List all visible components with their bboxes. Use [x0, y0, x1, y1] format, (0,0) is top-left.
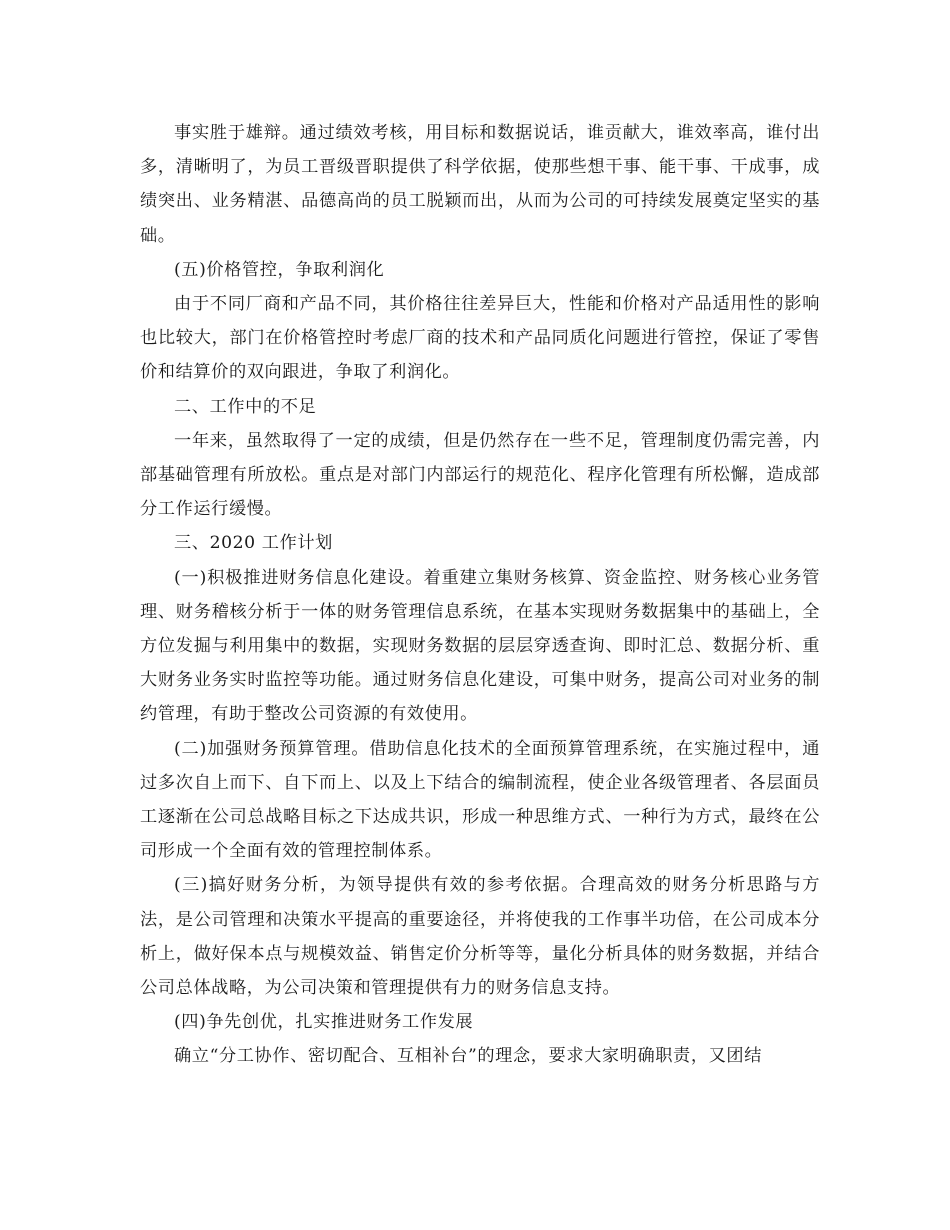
heading-work-plan: 三、2020 工作计划	[174, 533, 333, 554]
paragraph-plan-budget: (二)加强财务预算管理。借助信息化技术的全面预算管理系统，在实施过程中，通过多次自上而下、自下而上、以及上下结合的编制流程，使企业各级管理者、各层面员工逐渐在公司总战略目标之下达成共识，形成一种思维方式、一种行为方式，最终在公司形成一个全面有效的管理控制体系。	[140, 738, 820, 862]
paragraph-price-control: 由于不同厂商和产品不同，其价格往往差异巨大，性能和价格对产品适用性的影响也比较大，部门在价格管控时考虑厂商的技术和产品同质化问题进行管控，保证了零售价和结算价的双向跟进，争取了利润化。	[140, 294, 820, 383]
heading-excellence: (四)争先创优，扎实推进财务工作发展	[174, 1012, 474, 1033]
paragraph-plan-informatization: (一)积极推进财务信息化建设。着重建立集财务核算、资金监控、财务核心业务管理、财务稽核分析于一体的财务管理信息系统，在基本实现财务数据集中的基础上，全方位发掘与利用集中的数据，实现财务数据的层层穿透查询、即时汇总、数据分析、重大财务业务实时监控等功能。通过财务信息化建设，可集中财务，提高公司对业务的制约管理，有助于整改公司资源的有效使用。	[140, 567, 820, 725]
paragraph-teamwork: 确立“分工协作、密切配合、互相补台”的理念，要求大家明确职责，又团结	[174, 1046, 762, 1067]
heading-price-control: (五)价格管控，争取利润化	[174, 259, 385, 280]
paragraph-shortcomings: 一年来，虽然取得了一定的成绩，但是仍然存在一些不足，管理制度仍需完善，内部基础管理有所放松。重点是对部门内部运行的规范化、程序化管理有所松懈，造成部分工作运行缓慢。	[140, 430, 820, 520]
heading-shortcomings: 二、工作中的不足	[174, 396, 317, 417]
paragraph-performance-review: 事实胜于雄辩。通过绩效考核，用目标和数据说话，谁贡献大，谁效率高，谁付出多，清晰明了，为员工晋级晋职提供了科学依据，使那些想干事、能干事、干成事，成绩突出、业务精湛、品德高尚的员工脱颖而出，从而为公司的可持续发展奠定坚实的基础。	[140, 123, 820, 246]
paragraph-plan-analysis: (三)搞好财务分析，为领导提供有效的参考依据。合理高效的财务分析思路与方法，是公司管理和决策水平提高的重要途径，并将使我的工作事半功倍，在公司成本分析上，做好保本点与规模效益、销售定价分析等等，量化分析具体的财务数据，并结合公司总体战略，为公司决策和管理提供有力的财务信息支持。	[140, 875, 820, 999]
document-body	[140, 116, 820, 1074]
